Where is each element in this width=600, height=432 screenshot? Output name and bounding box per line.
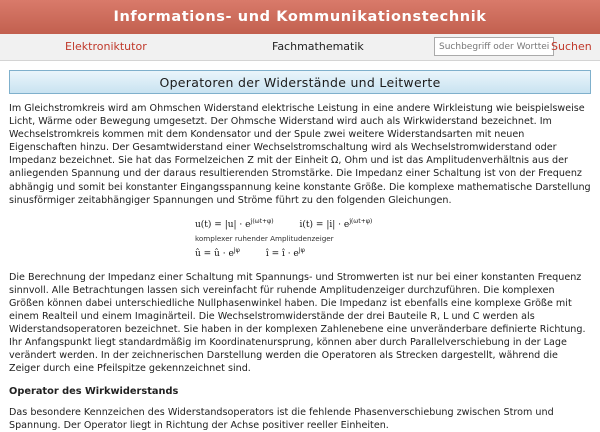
nav-link-elektroniktutor[interactable]: Elektroniktutor: [65, 40, 147, 53]
section-heading-wirkwiderstand: Operator des Wirkwiderstands: [9, 385, 179, 397]
formula-current: $i(t) = |i| \cdot e^{j(\omega t+\varphi)}$: [299, 218, 373, 231]
site-title: Informations- und Kommunikationstechnik: [113, 9, 487, 25]
nav-bar: [0, 34, 600, 61]
formula-current-phasor: î = î · $e^{j\varphi}$: [265, 247, 305, 260]
search-input[interactable]: [434, 37, 554, 56]
formula-voltage-phasor: û = û · $e^{j\varphi}$: [195, 247, 240, 260]
operator-paragraph: Das besondere Kennzeichen des Widerstandsoperators ist die fehlende Phasenverschiebung zwischen Strom und Spannung. Der Operator liegt in Richtung der Achse positiver reeller Einheiten.: [9, 406, 554, 431]
site-header: [0, 0, 600, 34]
impedance-paragraph: Die Berechnung der Impedanz einer Schaltung mit Spannungs- und Stromwerten ist nur bei einer konstanten Frequenz sinnvoll. Alle Betrachtungen lassen sich vereinfacht für ruhende Amplitudenzeiger durchzuführen. Die komplexen Größen können dabei unterschiedliche Nullphasenwinkel haben. Die Impedanz ist ebenfalls eine komplexe Größe mit einem Realteil und einem Imaginärteil. Die Wechselstromwiderstände der drei Bauteile R, L und C werden als Widerstandsoperatoren bezeichnet. Sie haben in der komplexen Zahlenebene eine unveränderbare definierte Richtung. Ihr Anfangspunkt liegt standardmäßig im Koordinatenursprung, können aber durch Parallelverschiebung in der Lage verändert werden. In der zeichnerischen Darstellung werden die Operatoren als Strecken dargestellt, während die Zeiger durch eine Pfeilspitze gekennzeichnet sind.: [9, 271, 586, 375]
formula-voltage: $u(t) = |u| \cdot e^{j(\omega t+\varphi)}$: [195, 218, 274, 231]
main-content: [0, 70, 600, 432]
formula-row-static: [195, 246, 405, 261]
nav-link-fachmathematik[interactable]: Fachmathematik: [272, 40, 364, 53]
formula-block: [195, 217, 405, 261]
formula-caption: komplexer ruhender Amplitudenzeiger: [195, 233, 334, 243]
formula-row-time: [195, 217, 405, 232]
page-title-box: [9, 70, 591, 94]
intro-paragraph: Im Gleichstromkreis wird am Ohmschen Widerstand elektrische Leistung in eine andere Wirkleistung wie beispielsweise Licht, Wärme oder Bewegung umgesetzt. Der Ohmsche Widerstand wird auch als Wirkwiderstand bezeichnet. Im Wechselstromkreis kommen mit dem Kondensator und der Spule zwei weitere Widerstandsarten mit neuen Eigenschaften hinzu. Der Gesamtwiderstand einer Wechselstromschaltung wird als Wechselstromwiderstand oder Impedanz bezeichnet. Sie hat das Formelzeichen Z mit der Einheit Ω, Ohm und ist das Amplitudenverhältnis aus der anliegenden Spannung und der daraus resultierenden Stromstärke. Die Impedanz einer Schaltung ist von der Frequenz abhängig und somit bei konstanter Eingangsspannung keine konstante Größe. Die komplexe mathematische Darstellung sinusförmiger zeitabhängiger Spannungen und Ströme führt zu den folgenden Gleichungen.: [9, 103, 591, 206]
search-button[interactable]: Suchen: [551, 40, 592, 53]
page-title: Operatoren der Widerstände und Leitwerte: [159, 74, 441, 90]
